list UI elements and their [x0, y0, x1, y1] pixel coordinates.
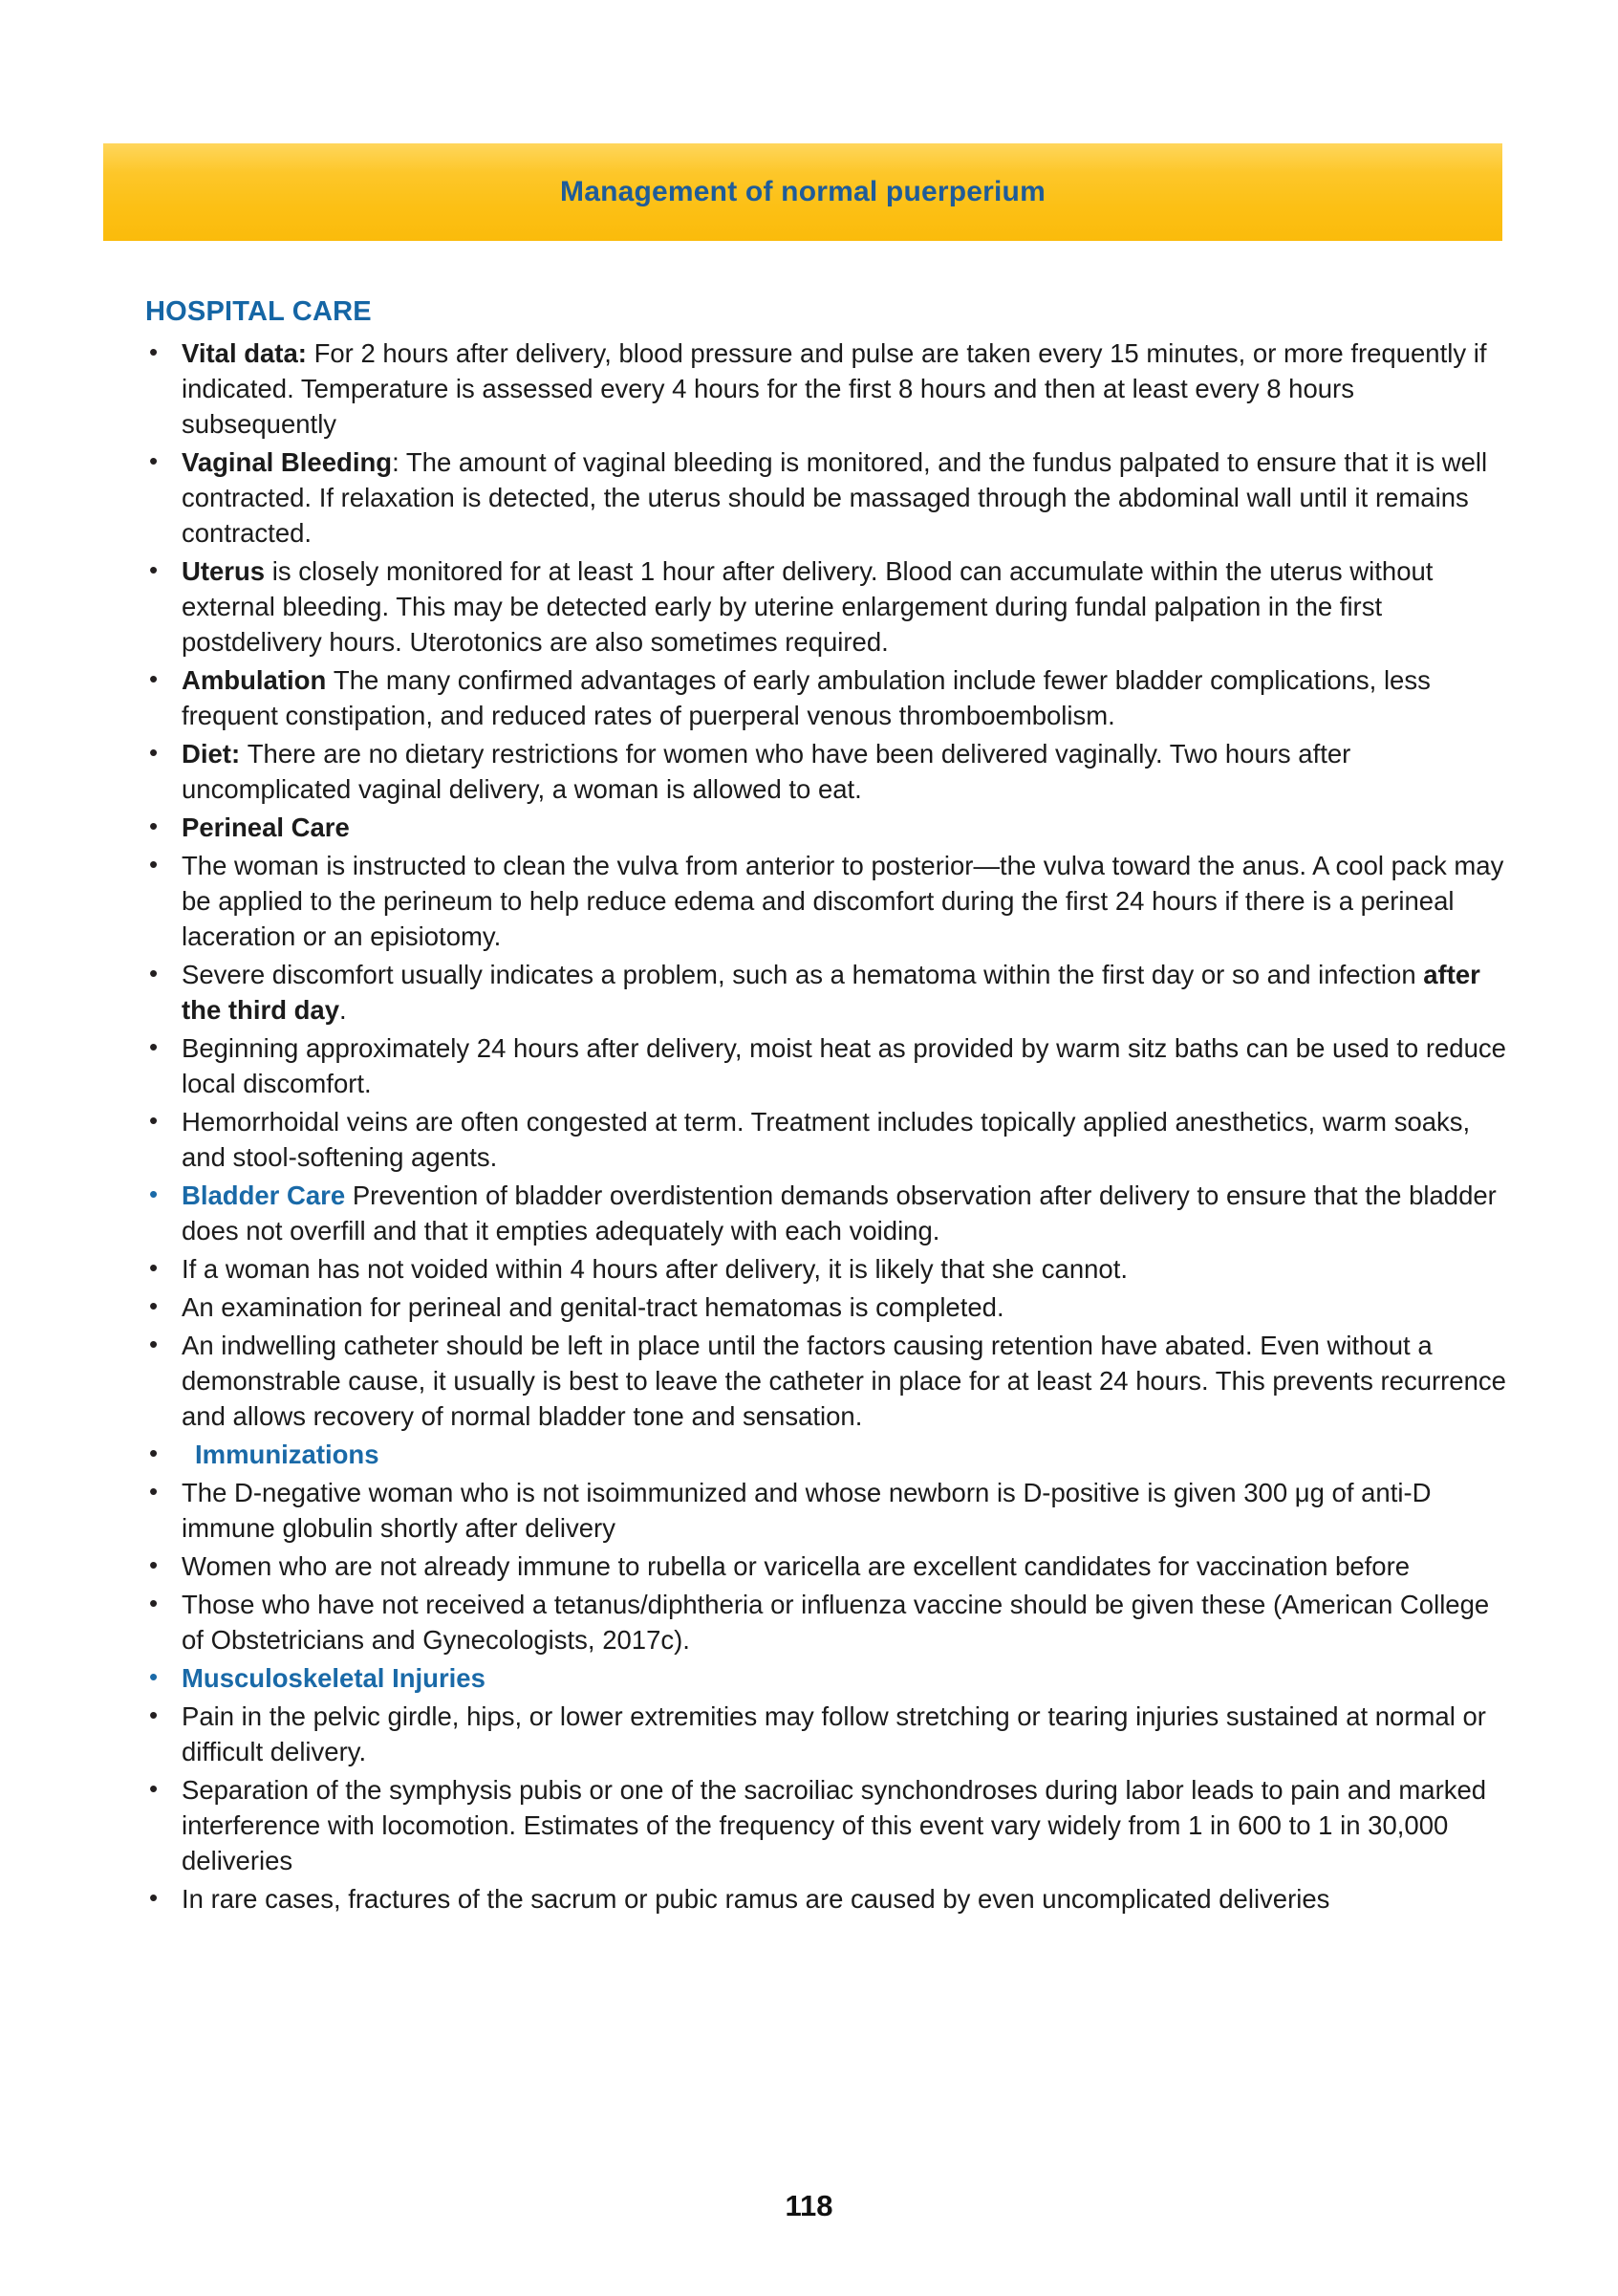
- text-segment-regular: Beginning approximately 24 hours after delivery, moist heat as provided by warm sitz baths can be used to reduce local discomfort.: [182, 1033, 1506, 1098]
- list-item: [145, 444, 1506, 551]
- text-segment-bold: after the third day: [182, 960, 1480, 1025]
- bullet-icon: •: [149, 812, 159, 840]
- text-segment-regular: Severe discomfort usually indicates a problem, such as a hematoma within the first day or so and infection: [182, 960, 1424, 989]
- bullet-icon: •: [149, 1589, 159, 1617]
- list-item-text: [182, 1440, 379, 1469]
- list-item-text: [182, 1254, 1128, 1284]
- list-item: [145, 1699, 1506, 1769]
- list-item: [145, 1660, 1506, 1696]
- list-item: [145, 1772, 1506, 1878]
- list-item: [145, 736, 1506, 807]
- bullet-icon: •: [149, 1550, 159, 1579]
- list-item-text: [182, 338, 1486, 439]
- bullet-icon: •: [149, 1032, 159, 1061]
- text-segment-regular: An examination for perineal and genital-tract hematomas is completed.: [182, 1292, 1004, 1322]
- text-segment-bold: Perineal Care: [182, 812, 350, 842]
- list-item-text: [182, 447, 1487, 548]
- text-segment-regular: Prevention of bladder overdistention demands observation after delivery to ensure that the bladder does not overfill and that it empties adequately with each voiding.: [182, 1180, 1497, 1245]
- text-segment-regular: An indwelling catheter should be left in place until the factors causing retention have abated. Even without a demonstrable cause, it usually is best to leave the catheter in place for at least 24 hours. This prevents recurrence and allows recovery of normal bladder tone and sensation.: [182, 1331, 1506, 1431]
- list-item: [145, 1475, 1506, 1546]
- text-segment-bold: Diet:: [182, 739, 248, 769]
- text-segment-regular: If a woman has not voided within 4 hours after delivery, it is likely that she cannot.: [182, 1254, 1128, 1284]
- bullet-icon: •: [149, 1700, 159, 1729]
- list-item: [145, 810, 1506, 845]
- list-item-text: [182, 1180, 1497, 1245]
- list-item-text: [182, 812, 350, 842]
- list-item-text: [182, 1663, 485, 1693]
- text-segment-regular: The many confirmed advantages of early ambulation include fewer bladder complications, less frequent constipation, and reduced rates of puerperal venous thromboembolism.: [182, 665, 1431, 730]
- list-item-text: [182, 1775, 1486, 1875]
- text-segment-regular: is closely monitored for at least 1 hour after delivery. Blood can accumulate within the uterus without external bleeding. This may be detected early by uterine enlargement during fundal palpation in the first postdelivery hours. Uterotonics are also sometimes required.: [182, 556, 1434, 657]
- bullet-icon: •: [149, 850, 159, 878]
- text-segment-regular: Women who are not already immune to rubella or varicella are excellent candidates for vaccination before: [182, 1551, 1411, 1581]
- bullet-list: [145, 336, 1506, 1917]
- text-segment-regular: The woman is instructed to clean the vulva from anterior to posterior—the vulva toward the anus. A cool pack may be applied to the perineum to help reduce edema and discomfort during the first 24 hours if there is a perineal laceration or an episiotomy.: [182, 851, 1504, 951]
- text-segment-blue-bold: Musculoskeletal Injuries: [182, 1663, 485, 1693]
- text-segment-regular: .: [339, 995, 347, 1025]
- bullet-icon: •: [149, 1439, 159, 1467]
- list-item-text: [182, 1884, 1329, 1914]
- text-segment-regular: Hemorrhoidal veins are often congested at term. Treatment includes topically applied anesthetics, warm soaks, and stool-softening agents.: [182, 1107, 1471, 1172]
- list-item: [145, 1549, 1506, 1584]
- text-segment-regular: Pain in the pelvic girdle, hips, or lower extremities may follow stretching or tearing injuries sustained at normal or difficult delivery.: [182, 1701, 1486, 1766]
- bullet-icon: •: [149, 1477, 159, 1505]
- bullet-icon: •: [149, 337, 159, 366]
- bullet-icon: •: [149, 555, 159, 584]
- list-item: [145, 1251, 1506, 1287]
- list-item: [145, 553, 1506, 660]
- list-item: [145, 1881, 1506, 1917]
- banner-title: Management of normal puerperium: [560, 176, 1046, 207]
- list-item-text: [182, 960, 1480, 1025]
- list-item-text: [182, 1033, 1506, 1098]
- text-segment-blue-bold: Bladder Care: [182, 1180, 353, 1210]
- text-segment-regular: In rare cases, fractures of the sacrum or pubic ramus are caused by even uncomplicated deliveries: [182, 1884, 1330, 1914]
- list-item: [145, 1104, 1506, 1175]
- text-segment-bold: Uterus: [182, 556, 272, 586]
- text-segment-bold: Vital data:: [182, 338, 314, 368]
- bullet-icon: •: [149, 1291, 159, 1320]
- text-segment-regular: Separation of the symphysis pubis or one of the sacroiliac synchondroses during labor leads to pain and marked interference with locomotion. Estimates of the frequency of this event vary widely from 1 in 600 to 1 in 30,000 deliveries: [182, 1775, 1487, 1875]
- bullet-icon: •: [149, 664, 159, 693]
- list-item-text: [182, 1292, 1004, 1322]
- sub-list-item: [145, 957, 1506, 1028]
- bullet-icon: •: [149, 1106, 159, 1135]
- section-banner: [103, 143, 1502, 241]
- bullet-icon: •: [149, 1883, 159, 1912]
- list-item-text: [182, 556, 1433, 657]
- page-number: 118: [785, 2189, 833, 2222]
- text-segment-bold: Vaginal Bleeding: [182, 447, 393, 477]
- sub-list-item: [145, 1289, 1506, 1325]
- bullet-icon: •: [149, 1774, 159, 1803]
- list-item: [145, 1030, 1506, 1101]
- text-segment-regular: There are no dietary restrictions for women who have been delivered vaginally. Two hours after uncomplicated vaginal delivery, a woman is allowed to eat.: [182, 739, 1351, 804]
- list-item-text: [182, 665, 1431, 730]
- text-segment-bold: Ambulation: [182, 665, 334, 695]
- list-item: [145, 336, 1506, 442]
- bullet-icon: •: [149, 1330, 159, 1358]
- list-item: [145, 848, 1506, 954]
- list-item-text: [182, 851, 1503, 951]
- list-item: [145, 662, 1506, 733]
- text-segment-regular: The D-negative woman who is not isoimmunized and whose newborn is D-positive is given 300 μg of anti-D immune globulin shortly after delivery: [182, 1478, 1432, 1543]
- list-item-text: [182, 1701, 1486, 1766]
- content-area: [145, 296, 1506, 1919]
- list-item: [145, 1437, 1506, 1472]
- list-item: [145, 1178, 1506, 1248]
- bullet-icon: •: [149, 738, 159, 767]
- bullet-icon: •: [149, 959, 159, 987]
- sub-list-item: [145, 1328, 1506, 1434]
- bullet-icon: •: [149, 1253, 159, 1282]
- text-segment-regular: Those who have not received a tetanus/diphtheria or influenza vaccine should be given these (American College of Obstetricians and Gynecologists, 2017c).: [182, 1590, 1490, 1655]
- text-segment-regular: For 2 hours after delivery, blood pressure and pulse are taken every 15 minutes, or more frequently if indicated. Temperature is assessed every 4 hours for the first 8 hours and then at least every 8 hours subsequently: [182, 338, 1487, 439]
- bullet-icon: •: [149, 1180, 159, 1208]
- list-item-text: [182, 1107, 1470, 1172]
- list-item-text: [182, 1478, 1431, 1543]
- bullet-icon: •: [149, 446, 159, 475]
- list-item-text: [182, 1590, 1489, 1655]
- text-segment-regular: : The amount of vaginal bleeding is monitored, and the fundus palpated to ensure that it is well contracted. If relaxation is detected, the uterus should be massaged through the abdominal wall until it remains contracted.: [182, 447, 1488, 548]
- section-heading: HOSPITAL CARE: [145, 296, 372, 327]
- list-item: [145, 1587, 1506, 1657]
- list-item-text: [182, 1331, 1506, 1431]
- text-segment-blue-bold: Immunizations: [195, 1440, 379, 1469]
- list-item-text: [182, 1551, 1410, 1581]
- bullet-icon: •: [149, 1662, 159, 1691]
- list-item-text: [182, 739, 1350, 804]
